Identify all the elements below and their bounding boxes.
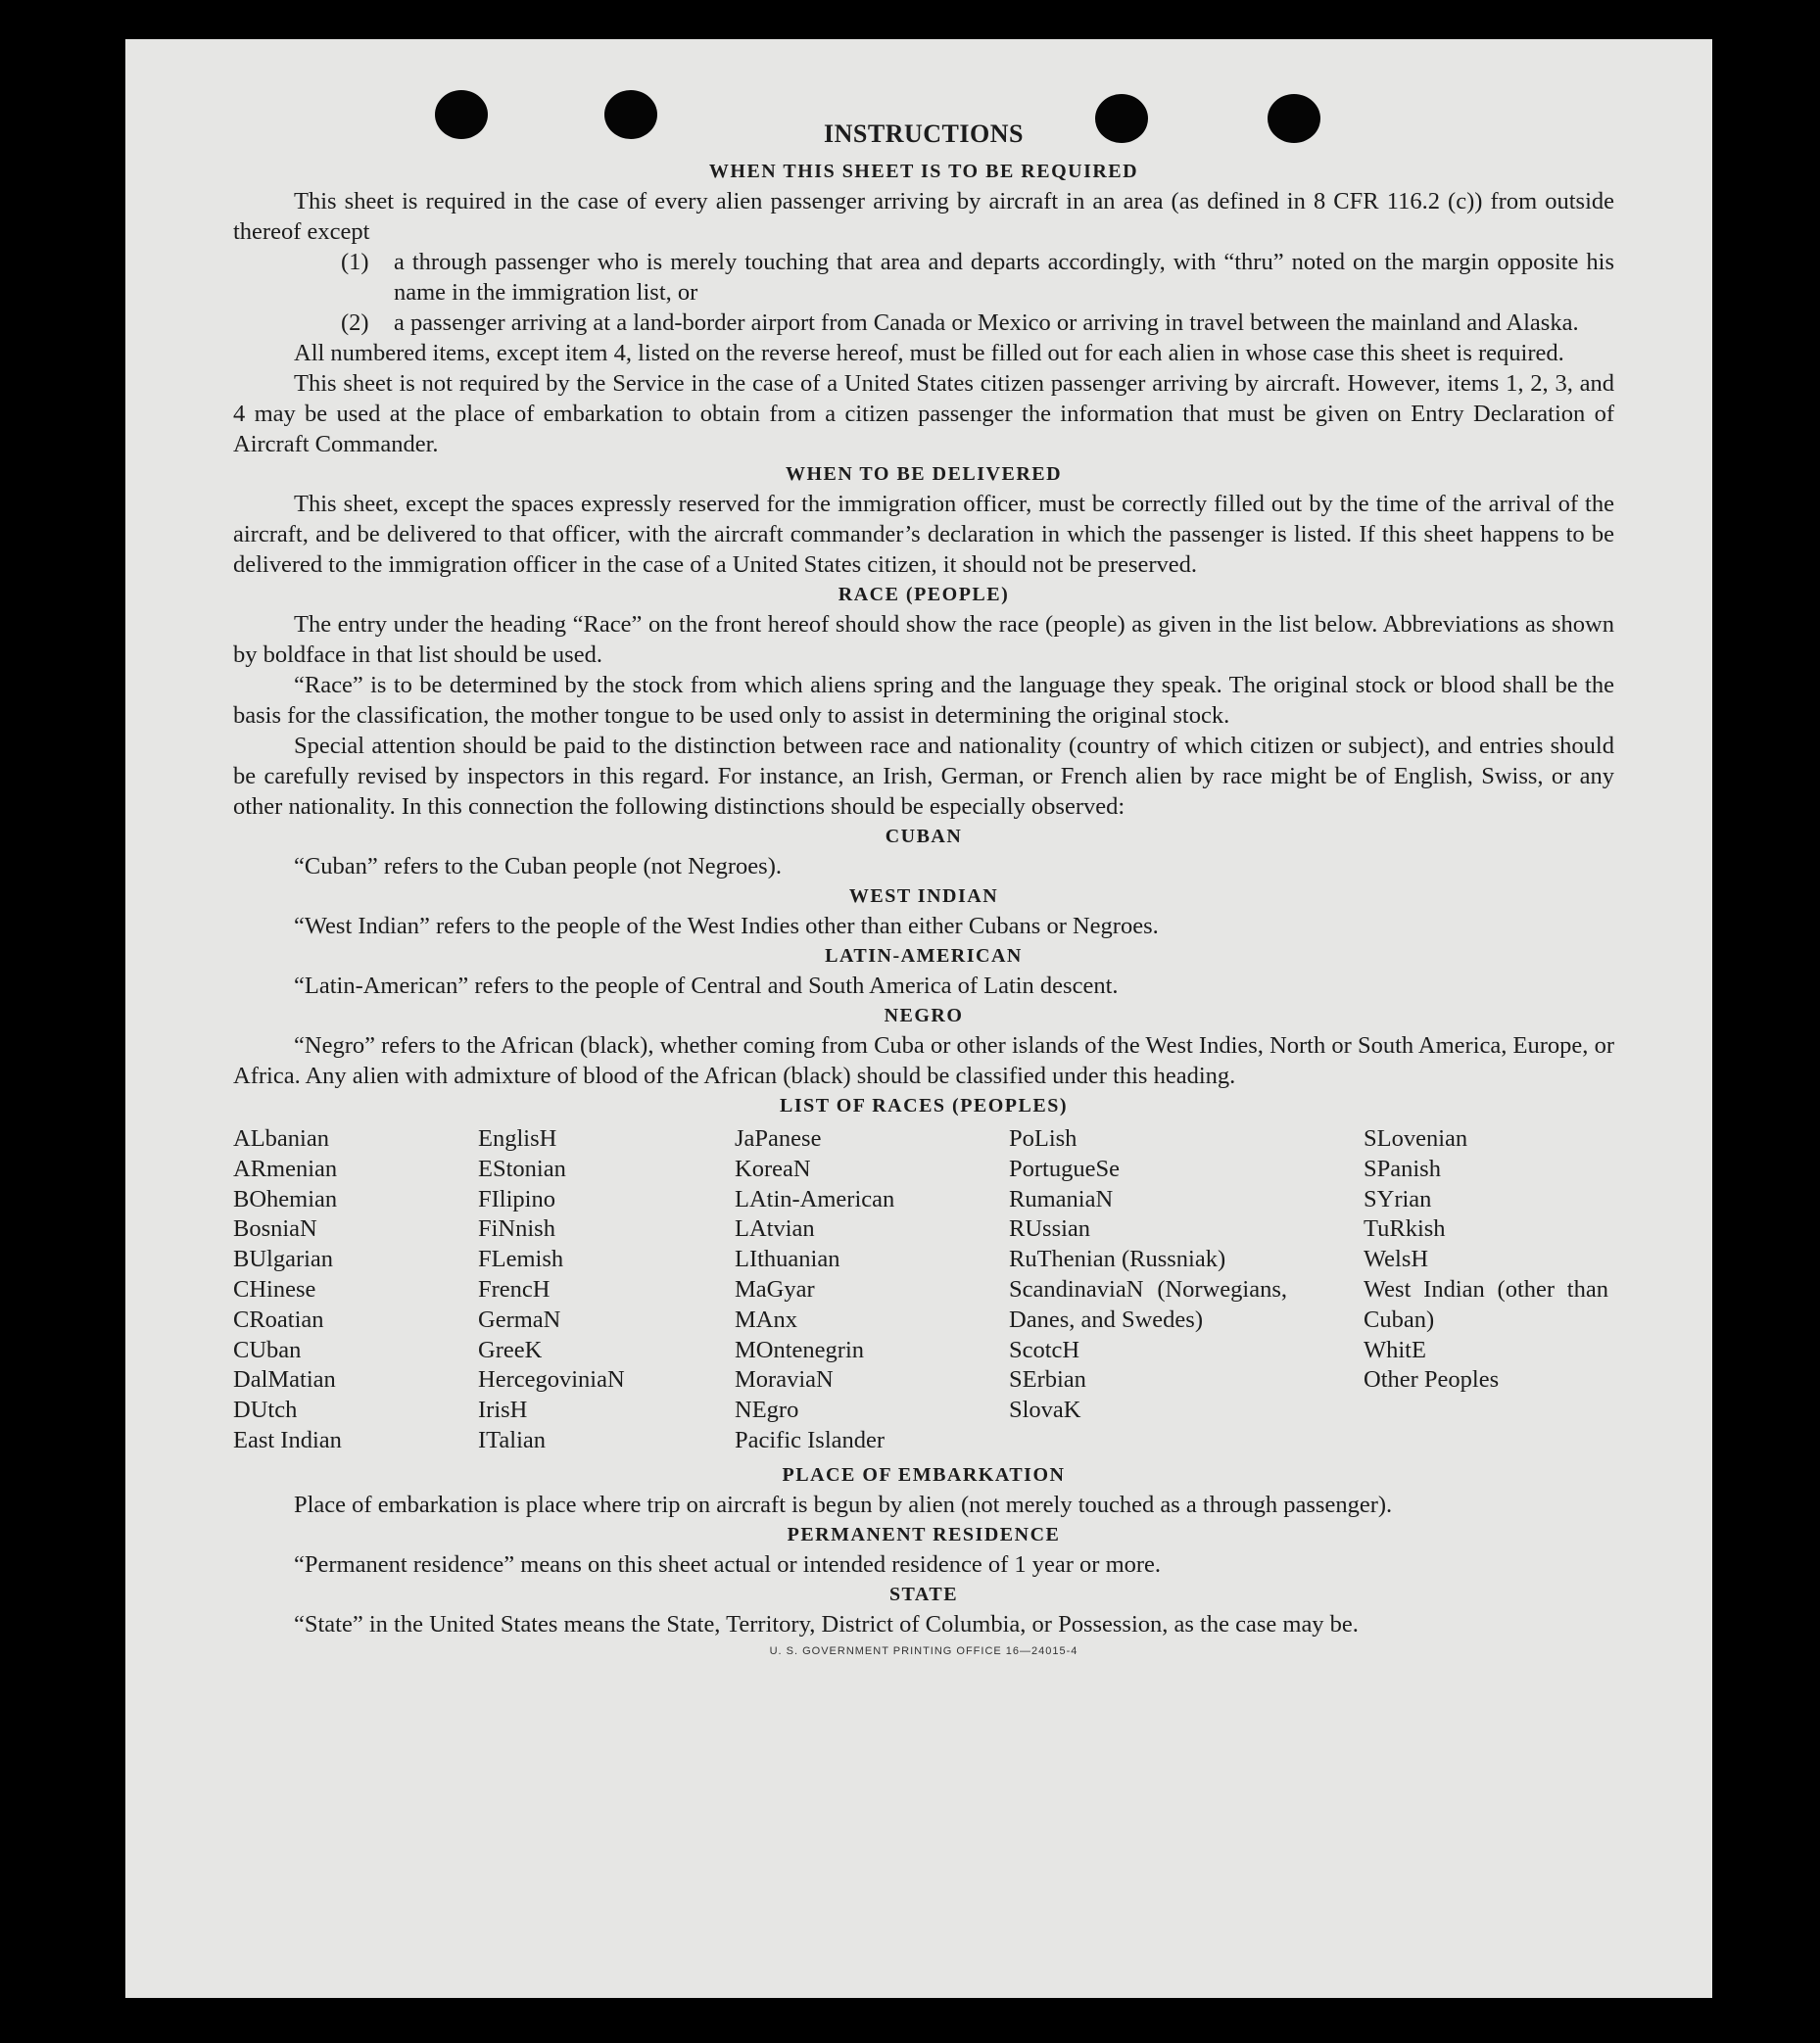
document-page bbox=[125, 39, 1712, 1998]
race-item: East Indian bbox=[233, 1426, 342, 1453]
race-item: SlovaK bbox=[1009, 1397, 1081, 1424]
race-item: LAtvian bbox=[735, 1215, 815, 1243]
race-item: MAnx bbox=[735, 1306, 797, 1333]
heading-latin-american: LATIN-AMERICAN bbox=[825, 945, 1023, 967]
heading-state: STATE bbox=[888, 1583, 959, 1605]
races-column bbox=[478, 1124, 735, 1456]
race-item: CUban bbox=[233, 1336, 302, 1363]
paragraph: Special attention should be paid to the distinction between race and nationality (country of which citizen or subject), and entries should be carefully revised by inspectors in this regard. For instance, an Irish, German, or French alien by race might be of English, Swiss, or any other nationality. In this connection the following distinctions should be especially observed: bbox=[233, 733, 1614, 820]
item-number: (2) bbox=[341, 309, 369, 336]
paragraph: “Permanent residence” means on this sheet actual or intended residence of 1 year or more. bbox=[294, 1550, 1162, 1578]
item-text: a passenger arriving at a land-border airport from Canada or Mexico or arriving in travel between the mainland and Alaska. bbox=[394, 309, 1579, 336]
race-item: WhitE bbox=[1364, 1336, 1426, 1363]
race-item: FrencH bbox=[478, 1275, 551, 1303]
race-item: EnglisH bbox=[478, 1125, 557, 1152]
race-item: Pacific Islander bbox=[735, 1426, 886, 1453]
paragraph: Place of embarkation is place where trip on aircraft is begun by alien (not merely touched as a through passenger). bbox=[294, 1491, 1393, 1518]
paragraph: All numbered items, except item 4, listed on the reverse hereof, must be filled out for each alien in whose case this sheet is required. bbox=[294, 340, 1564, 366]
race-item: PoLish bbox=[1009, 1125, 1078, 1152]
paragraph: “Race” is to be determined by the stock from which aliens spring and the language they speak. The original stock or blood shall be the basis for the classification, the mother tongue to be used only to assist in determining the original stock. bbox=[233, 672, 1614, 729]
item-text: a through passenger who is merely touching that area and departs accordingly, with “thru” noted on the margin opposite his name in the immigration list, or bbox=[394, 249, 1614, 306]
races-column bbox=[1364, 1124, 1608, 1456]
races-column bbox=[233, 1124, 478, 1456]
list-item bbox=[233, 308, 1614, 338]
race-item: GreeK bbox=[478, 1336, 543, 1363]
race-item: CHinese bbox=[233, 1275, 316, 1303]
races-column bbox=[1009, 1124, 1287, 1456]
race-item: MaGyar bbox=[735, 1275, 815, 1303]
heading-place-of-embarkation: PLACE OF EMBARKATION bbox=[782, 1463, 1066, 1486]
heading-list-of-races: LIST OF RACES (PEOPLES) bbox=[779, 1095, 1068, 1117]
race-item: DUtch bbox=[233, 1397, 298, 1424]
race-item: LIthuanian bbox=[735, 1246, 840, 1273]
heading-west-indian: WEST INDIAN bbox=[848, 885, 999, 907]
race-item: SPanish bbox=[1364, 1155, 1441, 1182]
race-item: ScotcH bbox=[1009, 1336, 1080, 1363]
race-item: HercegoviniaN bbox=[478, 1366, 625, 1394]
race-item: GermaN bbox=[478, 1306, 561, 1333]
race-item: WelsH bbox=[1364, 1246, 1429, 1273]
race-item: RuThenian (Russniak) bbox=[1009, 1246, 1226, 1273]
page-title: INSTRUCTIONS bbox=[824, 119, 1024, 148]
race-item: DalMatian bbox=[233, 1366, 336, 1394]
races-list bbox=[233, 1124, 1614, 1456]
race-item: KoreaN bbox=[735, 1155, 811, 1182]
race-item: FLemish bbox=[478, 1246, 564, 1273]
instructions-content bbox=[233, 112, 1614, 1657]
race-item: TuRkish bbox=[1364, 1215, 1446, 1243]
race-item: LAtin-American bbox=[735, 1185, 895, 1212]
race-item: West Indian (other than Cuban) bbox=[1364, 1275, 1608, 1333]
heading-when-required: WHEN THIS SHEET IS TO BE REQUIRED bbox=[708, 161, 1139, 182]
race-item: FiNnish bbox=[478, 1215, 555, 1243]
heading-when-delivered: WHEN TO BE DELIVERED bbox=[785, 463, 1063, 485]
race-item: NEgro bbox=[735, 1397, 799, 1424]
race-item: ARmenian bbox=[233, 1155, 338, 1182]
race-item: BOhemian bbox=[233, 1185, 338, 1212]
race-item: MOntenegrin bbox=[735, 1336, 864, 1363]
race-item: Other Peoples bbox=[1364, 1366, 1500, 1394]
race-item: CRoatian bbox=[233, 1306, 324, 1333]
race-item: BosniaN bbox=[233, 1215, 317, 1243]
heading-cuban: CUBAN bbox=[885, 826, 963, 847]
paragraph: “State” in the United States means the State, Territory, District of Columbia, or Possession, as the case may be. bbox=[294, 1610, 1359, 1638]
race-item: RumaniaN bbox=[1009, 1185, 1114, 1212]
race-item: IrisH bbox=[478, 1397, 528, 1424]
printer-imprint: U. S. GOVERNMENT PRINTING OFFICE 16—24015-4 bbox=[769, 1644, 1078, 1657]
paragraph: “Negro” refers to the African (black), whether coming from Cuba or other islands of the West Indies, North or South America, Europe, or Africa. Any alien with admixture of blood of the African (black) should be classified under this heading. bbox=[233, 1032, 1614, 1089]
race-item: FIlipino bbox=[478, 1185, 555, 1212]
item-number: (1) bbox=[341, 249, 369, 275]
race-item: JaPanese bbox=[735, 1125, 822, 1152]
paragraph: The entry under the heading “Race” on the front hereof should show the race (people) as given in the list below. Abbreviations as shown by boldface in that list should be used. bbox=[233, 611, 1614, 668]
paragraph: This sheet, except the spaces expressly reserved for the immigration officer, must be correctly filled out by the time of the arrival of the aircraft, and be delivered to that officer, with the aircraft commander’s declaration in which the passenger is listed. If this sheet happens to be delivered to the immigration officer in the case of a United States citizen, it should not be preserved. bbox=[233, 491, 1614, 578]
race-item: ScandinaviaN (Norwegians, Danes, and Swedes) bbox=[1009, 1275, 1287, 1333]
paragraph: “Latin-American” refers to the people of Central and South America of Latin descent. bbox=[294, 973, 1119, 999]
races-column bbox=[735, 1124, 1009, 1456]
paragraph: “Cuban” refers to the Cuban people (not Negroes). bbox=[294, 853, 782, 879]
race-item: SLovenian bbox=[1364, 1125, 1468, 1152]
race-item: RUssian bbox=[1009, 1215, 1091, 1243]
race-item: SYrian bbox=[1364, 1185, 1432, 1212]
race-item: MoraviaN bbox=[735, 1366, 834, 1394]
race-item: ALbanian bbox=[233, 1125, 329, 1152]
race-item: ITalian bbox=[478, 1426, 547, 1453]
list-item bbox=[233, 247, 1614, 308]
heading-permanent-residence: PERMANENT RESIDENCE bbox=[787, 1523, 1061, 1545]
paragraph: This sheet is not required by the Service in the case of a United States citizen passenger arriving by aircraft. However, items 1, 2, 3, and 4 may be used at the place of embarkation to obtain from a citizen passenger the information that must be given on Entry Declaration of Aircraft Commander. bbox=[233, 370, 1614, 457]
paragraph: This sheet is required in the case of every alien passenger arriving by aircraft in an area (as defined in 8 CFR 116.2 (c)) from outside thereof except bbox=[233, 188, 1614, 245]
race-item: BUlgarian bbox=[233, 1246, 334, 1273]
heading-negro: NEGRO bbox=[884, 1005, 964, 1026]
race-item: SErbian bbox=[1009, 1366, 1086, 1394]
race-item: EStonian bbox=[478, 1155, 566, 1182]
race-item: PortugueSe bbox=[1009, 1155, 1120, 1182]
heading-race: RACE (PEOPLE) bbox=[838, 584, 1010, 605]
paragraph: “West Indian” refers to the people of the West Indies other than either Cubans or Negroes. bbox=[294, 913, 1159, 939]
